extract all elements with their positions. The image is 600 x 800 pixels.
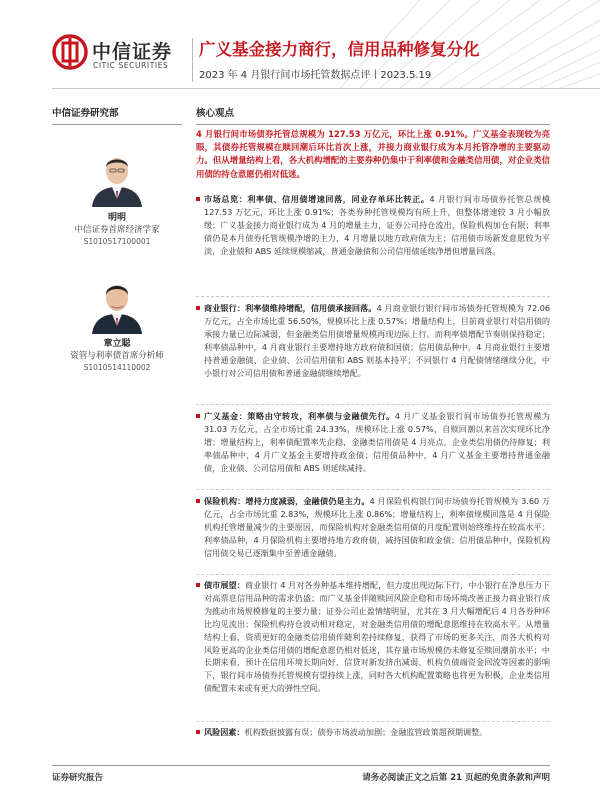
section-divider xyxy=(196,404,550,405)
core-view-heading: 核心观点 xyxy=(196,108,235,119)
section-divider xyxy=(196,721,550,722)
section-lead: 保险机构：增持力度减弱，金融债仍是主力。 xyxy=(204,496,370,506)
section-outlook xyxy=(196,579,550,695)
report-subtitle: 2023 年 4 月银行间市场托管数据点评丨2023.5.19 xyxy=(199,70,432,81)
left-heading-rule xyxy=(52,124,182,125)
section-lead: 市场总览：利率债、信用债增速回落，同业存单环比转正。 xyxy=(204,194,430,204)
section-divider xyxy=(196,296,550,297)
analyst-portrait-icon xyxy=(86,272,148,334)
section-lead: 风险因素： xyxy=(204,727,245,737)
analyst-title-1: 中信证券首席经济学家 xyxy=(74,225,160,235)
report-title: 广义基金接力商行，信用品种修复分化 xyxy=(199,40,480,59)
analyst-name-1: 明明 xyxy=(107,213,126,223)
section-divider xyxy=(196,489,550,490)
analyst-card-2 xyxy=(52,338,182,374)
analyst-portrait-icon xyxy=(86,145,148,207)
section-lead: 债市展望： xyxy=(204,580,245,590)
logo-chinese-name: 中信证券 xyxy=(92,41,173,63)
citic-logo xyxy=(52,34,192,74)
analyst-id-2: S1010514110002 xyxy=(83,363,151,372)
analyst-id-1: S1010517100001 xyxy=(83,237,151,246)
bullet-icon xyxy=(196,730,200,734)
bullet-icon xyxy=(196,414,200,418)
section-body: 4 月银行间市场债券托管总规模 127.53 万亿元，环比上涨 0.91%；各类券种托管规模均有所上升，但整体增速较 3 月小幅放缓；广义基金接力商业银行成为 4 月的增量主力，证券公司持仓流出，保险机构加仓有限；利率债仍是本月债券托管规模净增的主力，4 月增量以地方政府债为主；信用债市场新发意愿较为平淡，企业债和 ABS 延续规模缩减，普通金融债和公司信用债延续净增但增量回落。 xyxy=(204,194,550,256)
analyst-name-2: 章立聪 xyxy=(103,339,131,349)
footer-report-type: 证券研究报告 xyxy=(52,773,104,783)
analyst-card-1 xyxy=(52,212,182,248)
citic-logo-icon xyxy=(52,34,88,70)
section-divider xyxy=(196,574,550,575)
core-view-rule xyxy=(196,124,550,125)
report-header xyxy=(0,0,600,88)
section-broad-funds xyxy=(196,410,550,475)
section-insurance xyxy=(196,495,550,560)
section-body: 4 月广义基金银行间市场债券托管规模为 31.03 万亿元，占全市场比重 24.33%，规模环比上涨 0.57%，自赎回潮以来首次实现环比净增；增量结构上，利率债配置率先企稳，金融类信用债是 4 月亮点，企业类信用债仍待修复；利率债品种中，4 月广义基金主要增持政金债；信用债品种中，4 月广义基金主要增持普通金融债，企业债、公司信用债和 ABS 则延续减持。 xyxy=(204,411,550,473)
section-body: 商业银行 4 月对各券种基本维持增配，但力度出现边际下行，中小银行在净息压力下对高票息信用品种的需求仍盛；而广义基金伴随赎回风险企稳和市场环境改善正接力商业银行成为推动市场规模修复的主要力量；证券公司止盈情绪明显，尤其在 3 月大幅增配后 4 月各券种环比均见流出；保险机构持仓波动相对稳定，对金融类信用债的增配意愿维持在较高水平。从增量结构上看，资质更好的金融类信用债伴随利差持续修复，获得了市场的更多关注，而各大机构对风险更高的企业类信用债的增配意愿仍相对低迷，其存量市场规模仍未修复至赎回潮前水平；中长期来看，预计在信用环境长期向好、信贷对新发挤出减弱、机构负债端资金回流等因素的影响下，银行间市场债券托管规模有望持续上涨，同时各大机构配置策略也将更为积极，企业类信用债配置未来或有更大的弹性空间。 xyxy=(204,580,550,694)
section-body: 4 月商业银行银行间市场债券托管规模为 72.06 万亿元，占全市场比重 56.50%，规模环比上涨 0.57%；增量结构上，目前商业银行对信用债的承接力量已边际减弱，但金融类信用债增量规模再现边际上行。而利率债增配节奏则保持稳定；利率债品种中，4 月商业银行主要增持地方政府债和国债；信用债品种中，4 月商业银行主要增持普通金融债、企业债、公司信用债和 ABS 则基本持平；不同银行 4 月配债情绪继续分化，中小银行对公司信用债和普通金融债继续增配。 xyxy=(204,303,550,378)
section-lead: 广义基金：策略由守转攻，利率债与金融债先行。 xyxy=(204,411,395,421)
research-dept-heading: 中信证券研究部 xyxy=(52,108,119,119)
analyst-avatar-2 xyxy=(86,272,148,334)
footer-disclaimer-link: 请务必阅读正文之后第 21 页起的免责条款和声明 xyxy=(362,773,550,783)
section-body: 4 月保险机构银行间市场债券托管规模为 3.60 万亿元，占全市场比重 2.83%，规模环比上涨 0.86%；增量结构上，利率债规模回落是 4 月保险机构托管增量减少的主要原因，而保险机构对金融类信用债的月度配置则始终维持在较高水平；利率债品种，4 月保险机构主要增持地方政府债，减持国债和政金债；信用债品种中，保险机构信用债交易已逐渐集中至普通金融债。 xyxy=(204,496,550,558)
section-body: 机构数据披露有误；债券市场波动加剧；金融监管政策超预期调整。 xyxy=(244,727,488,737)
section-market-overview xyxy=(196,193,550,258)
summary-paragraph: 4 月银行间市场债券托管总规模为 127.53 万亿元，环比上涨 0.91%。广义基金表现较为亮眼，其债券托管规模在赎回潮后环比首次上涨，并接力商业银行成为本月托管净增的主要驱动力。但从增量结构上看，各大机构增配的主要券种仍集中于利率债和金融类信用债，对企业类信用债的持仓意愿仍相对低迷。 xyxy=(196,129,550,179)
footer-rule xyxy=(52,765,550,766)
bullet-icon xyxy=(196,499,200,503)
analyst-avatar-1 xyxy=(86,145,148,207)
header-rule xyxy=(52,88,600,89)
section-lead: 商业银行：利率债维持增配，信用债承接回落。 xyxy=(204,303,377,313)
logo-english-name: CITIC SECURITIES xyxy=(93,61,169,70)
title-divider xyxy=(192,38,193,82)
section-risk-factors xyxy=(196,726,550,739)
bullet-icon xyxy=(196,197,200,201)
bullet-icon xyxy=(196,583,200,587)
bullet-icon xyxy=(196,306,200,310)
analyst-title-2: 资管与利率债首席分析师 xyxy=(70,351,164,361)
section-commercial-banks xyxy=(196,302,550,379)
